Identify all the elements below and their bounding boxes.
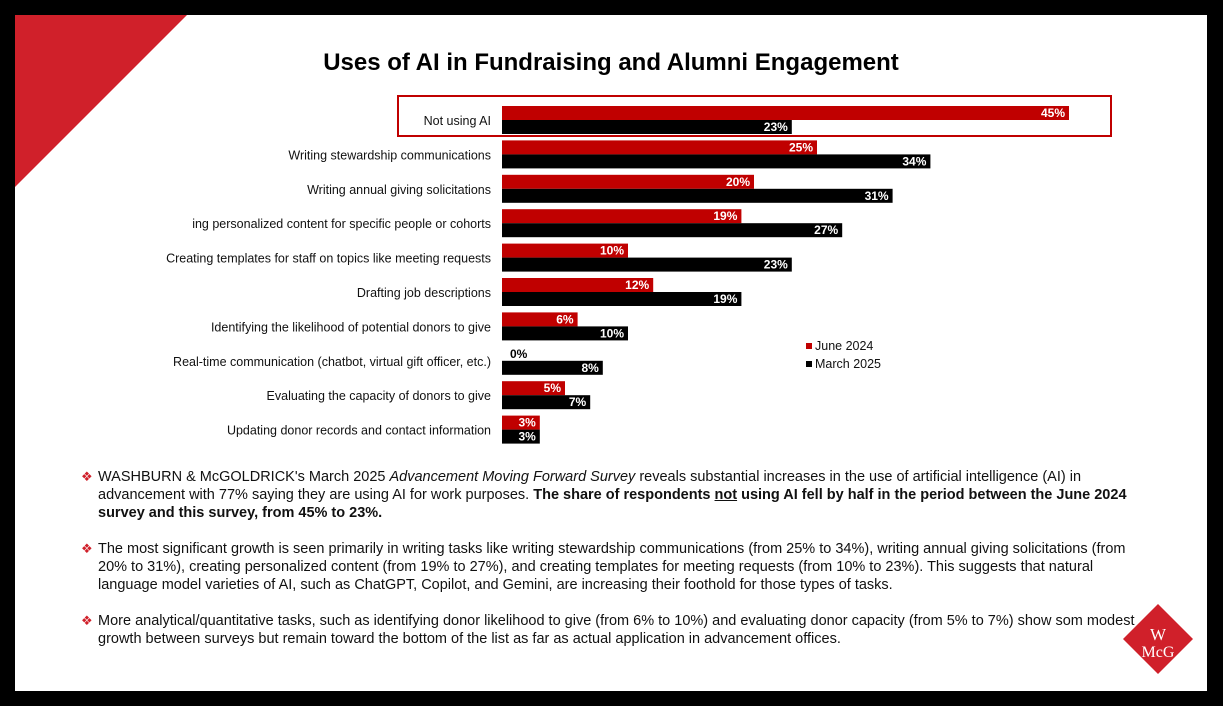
- diamond-bullet-icon: ❖: [81, 541, 93, 556]
- category-label: Not using AI: [423, 114, 491, 128]
- value-label: 6%: [556, 312, 574, 327]
- value-label: 45%: [1040, 106, 1065, 120]
- bullet-text: The share of respondents: [533, 487, 715, 503]
- category-label: Updating donor records and contact information: [226, 423, 491, 438]
- bullet-paragraph: [81, 468, 1141, 522]
- diamond-bullet-icon: ❖: [81, 469, 93, 484]
- bar-june-2024: [502, 106, 1069, 120]
- value-label: 23%: [763, 120, 788, 134]
- bullet-text: using AI fell by half in the period between the June 2024 survey and this survey, from 45% to 23%.: [98, 487, 1127, 521]
- value-label: 23%: [763, 257, 788, 272]
- value-label: 12%: [625, 278, 650, 292]
- value-label: 27%: [814, 223, 839, 238]
- value-label: 10%: [599, 243, 624, 258]
- bar-march-2025: [502, 223, 842, 237]
- bar-march-2025: [502, 189, 893, 203]
- value-label: 31%: [864, 188, 889, 203]
- bar-june-2024: [502, 140, 817, 154]
- legend-swatch: [806, 343, 812, 349]
- bullet-text: WASHBURN & McGOLDRICK's March 2025: [98, 469, 390, 485]
- logo-w: W: [1149, 625, 1167, 644]
- wmcg-logo: [1123, 604, 1193, 674]
- value-label: 8%: [581, 360, 599, 375]
- legend-label: March 2025: [815, 357, 882, 371]
- value-label: 34%: [902, 154, 927, 169]
- category-label: Identifying the likelihood of potential donors to give: [210, 320, 491, 335]
- value-label: 5%: [543, 381, 561, 396]
- value-label: 3%: [518, 415, 536, 430]
- value-label: 7%: [568, 395, 587, 410]
- value-label: 3%: [518, 429, 536, 444]
- bar-june-2024: [502, 175, 754, 189]
- category-label: Writing stewardship communications: [288, 148, 491, 163]
- chart-title: Uses of AI in Fundraising and Alumni Engagement: [323, 49, 899, 76]
- value-label: 10%: [599, 326, 624, 341]
- bar-march-2025: [502, 120, 792, 134]
- bullet-text: not: [714, 487, 738, 503]
- bar-chart: [15, 15, 1207, 455]
- category-label: Evaluating the capacity of donors to give: [266, 389, 491, 404]
- logo-mcg: McG: [1141, 644, 1175, 661]
- category-label: ing personalized content for specific people or cohorts: [192, 217, 491, 232]
- legend-swatch: [806, 361, 812, 367]
- bullet-text: More analytical/quantitative tasks, such as identifying donor likelihood to give (from 6% to 10%) and evaluating donor capacity (from 5% to 7%) show som modest growth between surveys but remain toward the bottom of the list as far as actual application in advancement offices.: [98, 613, 1135, 647]
- bar-march-2025: [502, 154, 930, 168]
- category-label: Real-time communication (chatbot, virtual gift officer, etc.): [173, 354, 491, 369]
- legend-label: June 2024: [815, 339, 874, 353]
- value-label: 19%: [713, 209, 738, 224]
- bullet-list: [81, 468, 1141, 666]
- bar-march-2025: [502, 292, 741, 306]
- bullet-text: Advancement Moving Forward Survey: [389, 469, 636, 485]
- value-label: 0%: [510, 346, 528, 361]
- category-label: Creating templates for staff on topics like meeting requests: [166, 251, 491, 266]
- bar-june-2024: [502, 209, 741, 223]
- category-label: Writing annual giving solicitations: [307, 182, 491, 197]
- bullet-text: reveals substantial increases in the use of artificial intelligence (AI) in advancement with 77% saying they are using AI for work purposes.: [98, 469, 1082, 503]
- diamond-bullet-icon: ❖: [81, 613, 93, 628]
- bullet-paragraph: [81, 612, 1141, 648]
- bullet-paragraph: [81, 540, 1141, 594]
- value-label: 25%: [788, 140, 813, 155]
- bullet-text: The most significant growth is seen primarily in writing tasks like writing stewardship communications (from 25% to 34%), writing annual giving solicitations (from 20% to 31%), creating personalized content (from 19% to 27%), and creating templates for meeting requests (from 10% to 23%). This suggests that natural language model varieties of AI, such as ChatGPT, Copilot, and Gemini, are increasing their foothold for those types of tasks.: [98, 541, 1126, 593]
- bar-march-2025: [502, 258, 792, 272]
- value-label: 20%: [725, 174, 750, 189]
- slide: [15, 15, 1207, 691]
- value-label: 19%: [713, 292, 738, 306]
- category-label: Drafting job descriptions: [356, 286, 491, 300]
